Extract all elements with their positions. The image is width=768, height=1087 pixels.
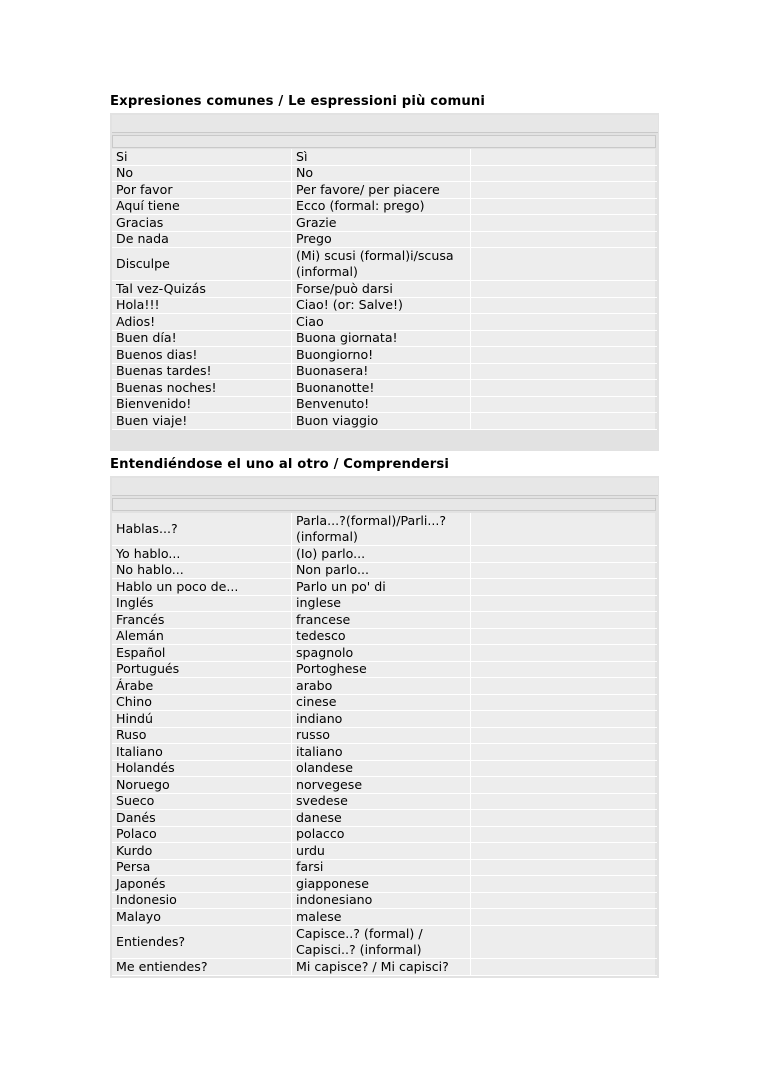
spanish-phrase: Hindú: [112, 711, 292, 727]
table-row: [112, 761, 657, 777]
table-row: [112, 629, 657, 645]
empty-cell: [471, 513, 655, 545]
empty-cell: [471, 232, 655, 247]
italian-phrase: italiano: [292, 744, 471, 760]
table-row: [112, 248, 657, 281]
spanish-phrase: Holandés: [112, 761, 292, 776]
empty-cell: [471, 728, 655, 743]
spanish-phrase: Japonés: [112, 876, 292, 892]
table-row: [112, 728, 657, 744]
empty-cell: [471, 876, 655, 892]
italian-phrase: Parla...?(formal)/Parli...? (informal): [292, 513, 471, 545]
italian-phrase: tedesco: [292, 629, 471, 644]
table-row: [112, 298, 657, 314]
spanish-phrase: Por favor: [112, 182, 292, 198]
table-row: [112, 827, 657, 843]
table-row: [112, 909, 657, 926]
empty-cell: [471, 959, 655, 975]
table-row: [112, 397, 657, 413]
spanish-phrase: Entiendes?: [112, 926, 292, 958]
empty-cell: [471, 413, 655, 429]
table-row: [112, 281, 657, 298]
empty-cell: [471, 678, 655, 694]
empty-cell: [471, 314, 655, 330]
empty-cell: [471, 695, 655, 710]
spanish-phrase: Me entiendes?: [112, 959, 292, 975]
italian-phrase: Buongiorno!: [292, 347, 471, 363]
italian-phrase: spagnolo: [292, 645, 471, 661]
table-spacer-row: [112, 498, 656, 511]
empty-cell: [471, 563, 655, 578]
empty-cell: [471, 331, 655, 346]
empty-cell: [471, 909, 655, 925]
spanish-phrase: Hola!!!: [112, 298, 292, 313]
spanish-phrase: Tal vez-Quizás: [112, 281, 292, 297]
spanish-phrase: Disculpe: [112, 248, 292, 280]
empty-cell: [471, 215, 655, 231]
italian-phrase: Ecco (formal: prego): [292, 199, 471, 214]
empty-cell: [471, 281, 655, 297]
italian-phrase: francese: [292, 612, 471, 628]
spanish-phrase: Bienvenido!: [112, 397, 292, 412]
spanish-phrase: Buenas noches!: [112, 380, 292, 396]
spanish-phrase: Inglés: [112, 596, 292, 611]
table-row: [112, 413, 657, 430]
italian-phrase: Non parlo...: [292, 563, 471, 578]
spanish-phrase: Noruego: [112, 777, 292, 793]
empty-cell: [471, 893, 655, 908]
spanish-phrase: Ruso: [112, 728, 292, 743]
empty-cell: [471, 711, 655, 727]
italian-phrase: Forse/può darsi: [292, 281, 471, 297]
table-row: [112, 182, 657, 199]
table-row: [112, 893, 657, 909]
table-row: [112, 711, 657, 728]
spanish-phrase: Buen viaje!: [112, 413, 292, 429]
empty-cell: [471, 298, 655, 313]
table-row: [112, 166, 657, 182]
italian-phrase: urdu: [292, 843, 471, 859]
italian-phrase: Grazie: [292, 215, 471, 231]
spanish-phrase: Gracias: [112, 215, 292, 231]
empty-cell: [471, 744, 655, 760]
spanish-phrase: Sueco: [112, 794, 292, 809]
spanish-phrase: Portugués: [112, 662, 292, 677]
italian-phrase: russo: [292, 728, 471, 743]
table-header-band: [112, 115, 658, 133]
empty-cell: [471, 662, 655, 677]
italian-phrase: polacco: [292, 827, 471, 842]
italian-phrase: Portoghese: [292, 662, 471, 677]
table-row: [112, 959, 657, 976]
spanish-phrase: Alemán: [112, 629, 292, 644]
table-row: [112, 149, 657, 166]
italian-phrase: Ciao! (or: Salve!): [292, 298, 471, 313]
table-row: [112, 314, 657, 331]
table-row: [112, 364, 657, 380]
italian-phrase: farsi: [292, 860, 471, 875]
spanish-phrase: Danés: [112, 810, 292, 826]
empty-cell: [471, 347, 655, 363]
table-row: [112, 579, 657, 596]
italian-phrase: Prego: [292, 232, 471, 247]
italian-phrase: Mi capisce? / Mi capisci?: [292, 959, 471, 975]
empty-cell: [471, 629, 655, 644]
italian-phrase: olandese: [292, 761, 471, 776]
phrase-table-understanding: [110, 476, 659, 978]
spanish-phrase: Si: [112, 149, 292, 165]
italian-phrase: Per favore/ per piacere: [292, 182, 471, 198]
spanish-phrase: Persa: [112, 860, 292, 875]
table-header-band: [112, 478, 658, 496]
italian-phrase: malese: [292, 909, 471, 925]
italian-phrase: cinese: [292, 695, 471, 710]
italian-phrase: Buona giornata!: [292, 331, 471, 346]
empty-cell: [471, 596, 655, 611]
table-row: [112, 777, 657, 794]
empty-cell: [471, 612, 655, 628]
italian-phrase: Buon viaggio: [292, 413, 471, 429]
table-row: [112, 860, 657, 876]
italian-phrase: Buonanotte!: [292, 380, 471, 396]
spanish-phrase: Chino: [112, 695, 292, 710]
italian-phrase: (Mi) scusi (formal)i/scusa (informal): [292, 248, 471, 280]
table-row: [112, 645, 657, 662]
italian-phrase: Buonasera!: [292, 364, 471, 379]
spanish-phrase: No: [112, 166, 292, 181]
table-row: [112, 695, 657, 711]
spanish-phrase: Adios!: [112, 314, 292, 330]
table-row: [112, 380, 657, 397]
table-row: [112, 513, 657, 546]
spanish-phrase: Indonesio: [112, 893, 292, 908]
spanish-phrase: Francés: [112, 612, 292, 628]
empty-cell: [471, 380, 655, 396]
empty-cell: [471, 926, 655, 958]
table-rows: [112, 513, 657, 976]
italian-phrase: (Io) parlo...: [292, 546, 471, 562]
table-row: [112, 794, 657, 810]
empty-cell: [471, 182, 655, 198]
empty-cell: [471, 761, 655, 776]
italian-phrase: svedese: [292, 794, 471, 809]
table-row: [112, 232, 657, 248]
table-footer-band: [112, 434, 657, 449]
phrase-table-common-expressions: [110, 113, 659, 451]
italian-phrase: Ciao: [292, 314, 471, 330]
empty-cell: [471, 777, 655, 793]
empty-cell: [471, 579, 655, 595]
spanish-phrase: Hablas...?: [112, 513, 292, 545]
italian-phrase: Parlo un po' di: [292, 579, 471, 595]
spanish-phrase: Buenas tardes!: [112, 364, 292, 379]
italian-phrase: inglese: [292, 596, 471, 611]
empty-cell: [471, 397, 655, 412]
table-row: [112, 347, 657, 364]
table-row: [112, 563, 657, 579]
spanish-phrase: Hablo un poco de...: [112, 579, 292, 595]
table-row: [112, 876, 657, 893]
spanish-phrase: Kurdo: [112, 843, 292, 859]
spanish-phrase: No hablo...: [112, 563, 292, 578]
spanish-phrase: Italiano: [112, 744, 292, 760]
table-row: [112, 678, 657, 695]
empty-cell: [471, 546, 655, 562]
table-row: [112, 810, 657, 827]
italian-phrase: Benvenuto!: [292, 397, 471, 412]
italian-phrase: Sì: [292, 149, 471, 165]
empty-cell: [471, 810, 655, 826]
empty-cell: [471, 645, 655, 661]
spanish-phrase: Árabe: [112, 678, 292, 694]
table-row: [112, 843, 657, 860]
spanish-phrase: Malayo: [112, 909, 292, 925]
italian-phrase: indonesiano: [292, 893, 471, 908]
table-row: [112, 215, 657, 232]
table-row: [112, 596, 657, 612]
table-row: [112, 612, 657, 629]
italian-phrase: indiano: [292, 711, 471, 727]
empty-cell: [471, 166, 655, 181]
table-row: [112, 546, 657, 563]
italian-phrase: norvegese: [292, 777, 471, 793]
table-rows: [112, 149, 657, 430]
empty-cell: [471, 794, 655, 809]
table-row: [112, 926, 657, 959]
spanish-phrase: Buen día!: [112, 331, 292, 346]
section-title-common-expressions: Expresiones comunes / Le espressioni più comuni: [110, 94, 486, 109]
empty-cell: [471, 199, 655, 214]
italian-phrase: danese: [292, 810, 471, 826]
empty-cell: [471, 149, 655, 165]
spanish-phrase: Buenos dias!: [112, 347, 292, 363]
spanish-phrase: Polaco: [112, 827, 292, 842]
empty-cell: [471, 860, 655, 875]
italian-phrase: giapponese: [292, 876, 471, 892]
table-row: [112, 199, 657, 215]
spanish-phrase: Español: [112, 645, 292, 661]
table-row: [112, 744, 657, 761]
table-row: [112, 331, 657, 347]
spanish-phrase: Yo hablo...: [112, 546, 292, 562]
spanish-phrase: Aquí tiene: [112, 199, 292, 214]
empty-cell: [471, 843, 655, 859]
table-row: [112, 662, 657, 678]
empty-cell: [471, 827, 655, 842]
table-spacer-row: [112, 135, 656, 148]
italian-phrase: arabo: [292, 678, 471, 694]
empty-cell: [471, 248, 655, 280]
italian-phrase: No: [292, 166, 471, 181]
spanish-phrase: De nada: [112, 232, 292, 247]
section-title-understanding: Entendiéndose el uno al otro / Comprendersi: [110, 457, 450, 472]
italian-phrase: Capisce..? (formal) / Capisci..? (informal): [292, 926, 471, 958]
empty-cell: [471, 364, 655, 379]
